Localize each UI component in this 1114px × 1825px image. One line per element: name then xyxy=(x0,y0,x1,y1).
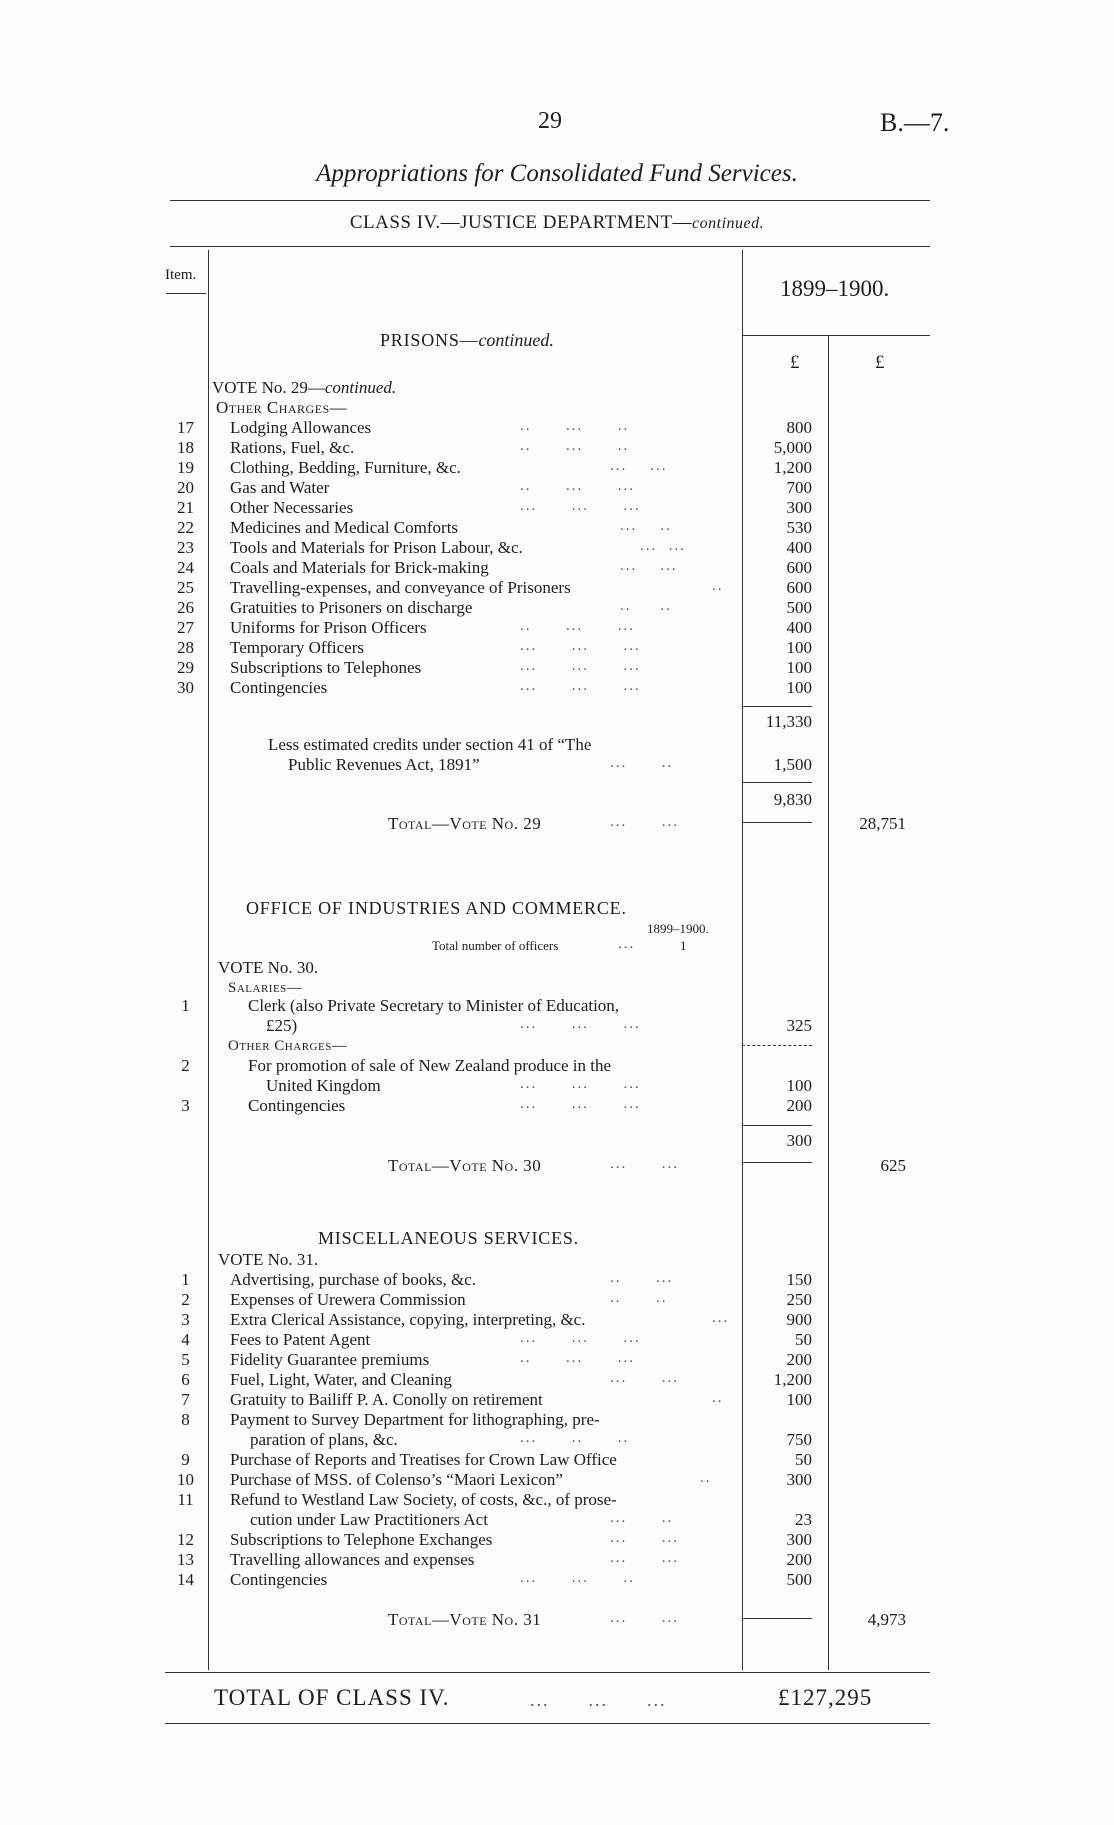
leader-dots: .. xyxy=(700,1470,712,1486)
grand-total-label: TOTAL OF CLASS IV. xyxy=(214,1685,450,1710)
leader-dots: .. ... xyxy=(610,1270,674,1286)
item-amount: 200 xyxy=(786,1550,812,1569)
item-number: 1 xyxy=(181,1270,190,1289)
less-credits-line1: Less estimated credits under section 41 of “The xyxy=(268,735,592,754)
leader-dots: ... ... ... xyxy=(520,1330,641,1346)
item-amount: 100 xyxy=(786,638,812,657)
industries-subtotal-rule xyxy=(742,1125,812,1126)
item-number: 3 xyxy=(181,1310,190,1329)
page-number: 29 xyxy=(538,108,562,134)
vote-29-total-label: Total—Vote No. 29 xyxy=(388,814,542,833)
prisons-heading-continued: continued. xyxy=(478,330,554,350)
item-number: 24 xyxy=(177,558,194,577)
item-label: Subscriptions to Telephone Exchanges xyxy=(230,1530,493,1549)
item-label-continued: cution under Law Practitioners Act xyxy=(250,1510,488,1529)
item-label: Fuel, Light, Water, and Cleaning xyxy=(230,1370,452,1389)
vote-29-label xyxy=(212,378,396,398)
vote-30-total-label: Total—Vote No. 30 xyxy=(388,1156,542,1175)
vote-30-total: 625 xyxy=(880,1156,906,1175)
item-amount: 900 xyxy=(786,1310,812,1329)
leader-dots: .. .. xyxy=(610,1290,668,1306)
vote-29-continued: continued. xyxy=(324,378,397,397)
item-label: Temporary Officers xyxy=(230,638,364,657)
vote-30-total-rule xyxy=(742,1162,812,1163)
item-label-continued: £25) xyxy=(266,1016,298,1035)
leader-dots: ... ... xyxy=(610,814,679,830)
officers-year: 1899–1900. xyxy=(647,921,709,936)
item-label: Expenses of Urewera Commission xyxy=(230,1290,466,1309)
industries-other-charges: Other Charges— xyxy=(228,1038,348,1054)
item-number: 8 xyxy=(181,1410,190,1429)
item-amount: 5,000 xyxy=(773,438,812,457)
vote-31-total-rule xyxy=(742,1618,812,1619)
item-amount: 300 xyxy=(786,1470,812,1489)
item-amount: 700 xyxy=(786,478,812,497)
item-amount: 250 xyxy=(786,1290,812,1309)
item-number: 13 xyxy=(177,1550,194,1569)
item-label: Fees to Patent Agent xyxy=(230,1330,371,1349)
item-amount: 500 xyxy=(786,598,812,617)
leader-dots: ... ... ... xyxy=(520,1016,641,1032)
item-amount: 200 xyxy=(786,1350,812,1369)
item-label: For promotion of sale of New Zealand produce in the xyxy=(248,1056,612,1075)
item-label: Purchase of Reports and Treatises for Crown Law Office xyxy=(230,1450,617,1469)
vote-31-label: VOTE No. 31. xyxy=(218,1250,319,1269)
item-amount: 200 xyxy=(786,1096,812,1115)
item-label: Tools and Materials for Prison Labour, &c. xyxy=(230,538,523,557)
item-number: 4 xyxy=(181,1330,190,1349)
salaries-label: Salaries— xyxy=(228,980,303,996)
item-label: Gratuities to Prisoners on discharge xyxy=(230,598,473,617)
leader-dots: ... ... xyxy=(610,1370,679,1386)
item-amount: 600 xyxy=(786,558,812,577)
item-label: Rations, Fuel, &c. xyxy=(230,438,355,457)
leader-dots: ... ... ... xyxy=(520,498,641,514)
class-rule xyxy=(170,246,930,247)
misc-heading: MISCELLANEOUS SERVICES. xyxy=(318,1228,579,1248)
leader-dots: ... ... xyxy=(620,558,678,574)
item-label: Subscriptions to Telephones xyxy=(230,658,422,677)
item-number: 5 xyxy=(181,1350,190,1369)
item-label: Clerk (also Private Secretary to Minister of Education, xyxy=(248,996,620,1015)
item-amount: 300 xyxy=(786,498,812,517)
item-amount: 325 xyxy=(786,1016,812,1035)
leader-dots: ... .. .. xyxy=(520,1430,630,1446)
item-number: 7 xyxy=(181,1390,190,1409)
item-number: 28 xyxy=(177,638,194,657)
item-amount: 100 xyxy=(786,678,812,697)
leader-dots: .. xyxy=(712,1390,724,1406)
item-number: 27 xyxy=(177,618,194,637)
item-label: Contingencies xyxy=(230,678,328,697)
item-number: 17 xyxy=(177,418,194,437)
item-number: 19 xyxy=(177,458,194,477)
leader-dots: .. xyxy=(712,578,724,594)
document-reference: B.—7. xyxy=(880,108,950,137)
item-label: Travelling allowances and expenses xyxy=(230,1550,475,1569)
item-amount: 800 xyxy=(786,418,812,437)
item-label: Purchase of MSS. of Colenso’s “Maori Lexicon” xyxy=(230,1470,563,1489)
item-number: 29 xyxy=(177,658,194,677)
prisons-heading xyxy=(380,330,554,351)
class-continued: continued. xyxy=(692,215,765,232)
item-label: Medicines and Medical Comforts xyxy=(230,518,459,537)
item-number: 1 xyxy=(181,996,190,1015)
item-amount: 1,200 xyxy=(773,1370,812,1389)
leader-dots: ... ... xyxy=(610,1550,679,1566)
item-label: Advertising, purchase of books, &c. xyxy=(230,1270,476,1289)
leader-dots: ... xyxy=(712,1310,730,1326)
item-number: 11 xyxy=(177,1490,194,1509)
vote-29-text: VOTE No. 29— xyxy=(212,378,325,397)
item-label: Lodging Allowances xyxy=(230,418,372,437)
item-amount: 400 xyxy=(786,538,812,557)
item-amount: 750 xyxy=(786,1430,812,1449)
leader-dots: ... ... ... xyxy=(520,638,641,654)
item-amount: 1,200 xyxy=(773,458,812,477)
officers-label: Total number of officers xyxy=(432,938,559,953)
leader-dots: ... ... xyxy=(610,1156,679,1172)
item-amount: 50 xyxy=(795,1330,812,1349)
vote-31-total-label: Total—Vote No. 31 xyxy=(388,1610,542,1629)
item-label: Gas and Water xyxy=(230,478,330,497)
vote-29-total-rule xyxy=(742,822,812,823)
grand-total-rule-bottom xyxy=(165,1723,930,1724)
item-column-rule xyxy=(208,250,209,1670)
item-number: 14 xyxy=(177,1570,194,1589)
industries-charges-rule xyxy=(742,1045,812,1046)
item-number: 18 xyxy=(177,438,194,457)
item-header-underline xyxy=(166,293,206,294)
item-number: 2 xyxy=(181,1056,190,1075)
prisons-heading-text: PRISONS— xyxy=(380,330,479,350)
leader-dots: ... xyxy=(618,936,636,952)
leader-dots: ... ... ... xyxy=(520,678,641,694)
vote-30-label: VOTE No. 30. xyxy=(218,958,319,977)
item-number: 26 xyxy=(177,598,194,617)
item-number: 20 xyxy=(177,478,194,497)
item-label: Gratuity to Bailiff P. A. Conolly on retirement xyxy=(230,1390,543,1409)
vote-29-total: 28,751 xyxy=(859,814,906,833)
leader-dots: .. .. xyxy=(620,598,672,614)
item-number: 21 xyxy=(177,498,194,517)
prisons-net-rule xyxy=(742,782,812,783)
item-number: 25 xyxy=(177,578,194,597)
item-label: Payment to Survey Department for lithographing, pre- xyxy=(230,1410,600,1429)
item-label: Extra Clerical Assistance, copying, interpreting, &c. xyxy=(230,1310,586,1329)
item-number: 2 xyxy=(181,1290,190,1309)
item-label: Contingencies xyxy=(230,1570,328,1589)
item-number: 22 xyxy=(177,518,194,537)
item-number: 12 xyxy=(177,1530,194,1549)
leader-dots: ... ... xyxy=(610,1610,679,1626)
item-label: Contingencies xyxy=(248,1096,346,1115)
leader-dots: ... ... xyxy=(610,1530,679,1546)
item-label: Other Necessaries xyxy=(230,498,354,517)
leader-dots: ... ... ... xyxy=(520,1076,641,1092)
grand-total-amount: £127,295 xyxy=(778,1685,873,1710)
leader-dots: ... ... .. xyxy=(520,1570,635,1586)
industries-heading: OFFICE OF INDUSTRIES AND COMMERCE. xyxy=(246,898,627,918)
prisons-other-charges: Other Charges— xyxy=(216,398,348,417)
leader-dots: ... .. xyxy=(610,1510,674,1526)
year-header-underline xyxy=(742,335,930,336)
leader-dots: .. ... ... xyxy=(520,618,635,634)
grand-total-rule-top xyxy=(165,1672,930,1673)
item-amount: 100 xyxy=(786,658,812,677)
item-label: Coals and Materials for Brick-making xyxy=(230,558,489,577)
item-amount: 400 xyxy=(786,618,812,637)
item-number: 23 xyxy=(177,538,194,557)
item-column-header: Item. xyxy=(165,267,197,283)
leader-dots: ... ... xyxy=(640,538,686,554)
item-number: 30 xyxy=(177,678,194,697)
less-credits-amount: 1,500 xyxy=(773,755,812,774)
leader-dots: ... ... ... xyxy=(520,658,641,674)
leader-dots: .. ... ... xyxy=(520,478,635,494)
item-number: 6 xyxy=(181,1370,190,1389)
item-label: Clothing, Bedding, Furniture, &c. xyxy=(230,458,461,477)
item-label: Travelling-expenses, and conveyance of Prisoners xyxy=(230,578,571,597)
leader-dots: ... ... xyxy=(610,458,668,474)
class-title: CLASS IV.—JUSTICE DEPARTMENT— xyxy=(349,212,693,233)
item-number: 10 xyxy=(177,1470,194,1489)
leader-dots: .. ... ... xyxy=(520,1350,635,1366)
vote-31-total: 4,973 xyxy=(867,1610,906,1629)
class-heading xyxy=(0,212,1114,234)
leader-dots: ... .. xyxy=(610,755,674,771)
leader-dots: ... ... ... xyxy=(530,1690,667,1710)
item-number: 3 xyxy=(181,1096,190,1115)
year-column-header: 1899–1900. xyxy=(780,276,890,301)
item-amount: 150 xyxy=(786,1270,812,1289)
leader-dots: ... ... ... xyxy=(520,1096,641,1112)
item-amount: 600 xyxy=(786,578,812,597)
item-amount: 300 xyxy=(786,1530,812,1549)
item-amount: 500 xyxy=(786,1570,812,1589)
prisons-subtotal: 11,330 xyxy=(765,712,812,731)
item-amount: 50 xyxy=(795,1450,812,1469)
item-number: 9 xyxy=(181,1450,190,1469)
item-label-continued: paration of plans, &c. xyxy=(250,1430,398,1449)
pound-column-1: £ xyxy=(790,352,800,373)
leader-dots: .. ... .. xyxy=(520,418,630,434)
leader-dots: .. ... .. xyxy=(520,438,630,454)
item-amount: 100 xyxy=(786,1390,812,1409)
officers-count: 1 xyxy=(680,938,687,953)
page-title: Appropriations for Consolidated Fund Services. xyxy=(316,160,798,187)
total-column-rule xyxy=(828,335,829,1670)
item-amount: 23 xyxy=(795,1510,812,1529)
item-amount: 100 xyxy=(786,1076,812,1095)
industries-subtotal: 300 xyxy=(786,1131,812,1150)
item-label: Fidelity Guarantee premiums xyxy=(230,1350,430,1369)
less-credits-line2: Public Revenues Act, 1891” xyxy=(288,755,480,774)
item-label: Uniforms for Prison Officers xyxy=(230,618,427,637)
item-amount: 530 xyxy=(786,518,812,537)
title-rule xyxy=(170,200,930,201)
prisons-subtotal-rule xyxy=(742,706,812,707)
prisons-net-amount: 9,830 xyxy=(773,790,812,809)
item-label-continued: United Kingdom xyxy=(266,1076,381,1095)
pound-column-2: £ xyxy=(875,352,885,373)
leader-dots: ... .. xyxy=(620,518,672,534)
item-label: Refund to Westland Law Society, of costs, &c., of prose- xyxy=(230,1490,617,1509)
